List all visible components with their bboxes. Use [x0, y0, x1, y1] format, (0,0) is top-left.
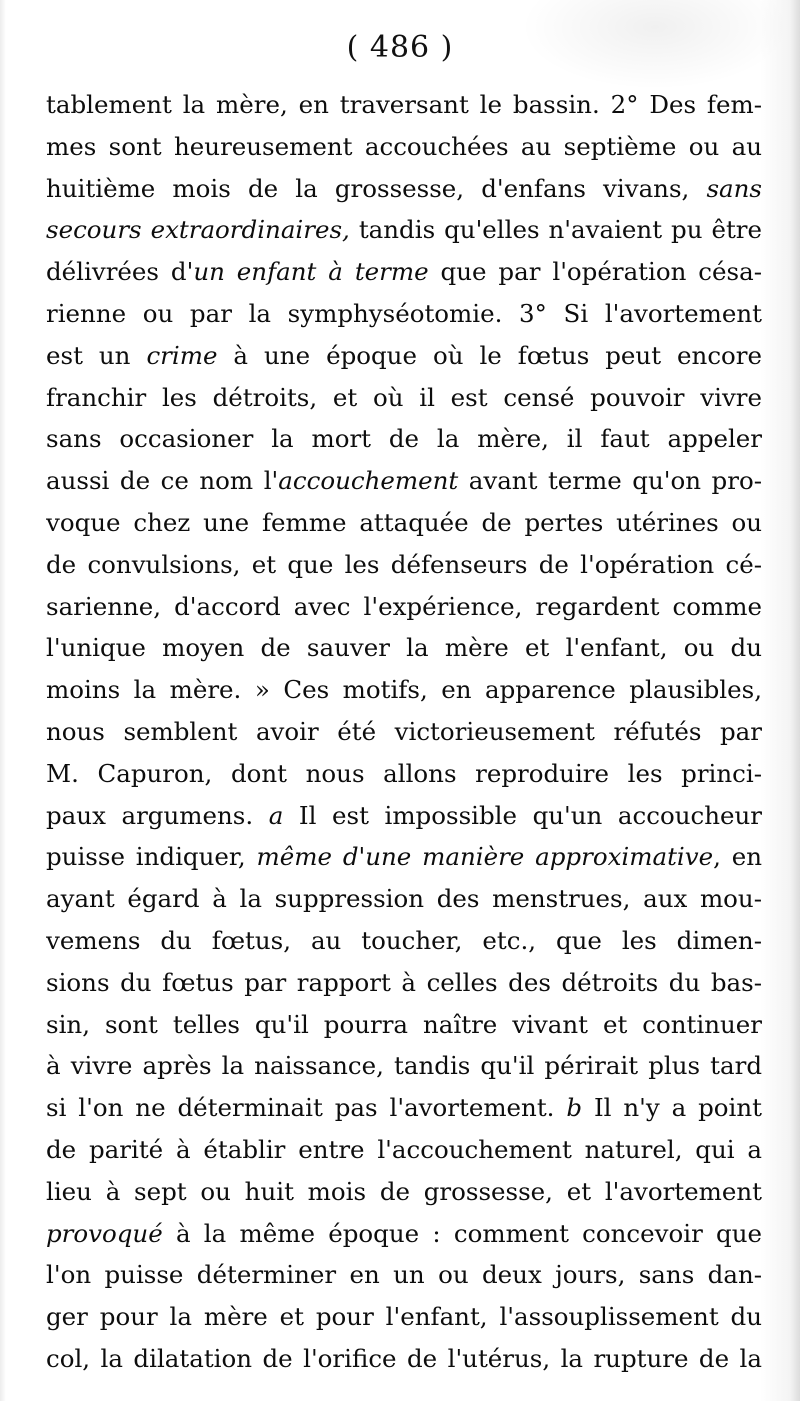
text-segment: l'unique moyen de sauver la mère et l'enfant, ou du [46, 633, 762, 663]
text-line [46, 753, 762, 795]
text-segment: col, la dilatation de l'orifice de l'utérus, la rupture de la [46, 1343, 762, 1373]
text-segment: ayant égard à la suppression des menstrues, aux mou- [46, 884, 762, 914]
text-line [46, 1087, 762, 1129]
text-segment: à vivre après la naissance, tandis qu'il périrait plus tard [46, 1051, 762, 1081]
text-segment: l'on puisse déterminer en un ou deux jours, sans dan- [46, 1260, 762, 1290]
text-segment: lieu à sept ou huit mois de grossesse, et l'avortement [46, 1176, 762, 1206]
text-line [46, 335, 762, 377]
text-segment: est un [46, 340, 147, 370]
italic-text: b [566, 1093, 583, 1123]
text-segment: voque chez une femme attaquée de pertes utérines ou [46, 507, 762, 537]
text-segment: que par l'opération césa- [428, 257, 762, 287]
text-segment: huitième mois de la grossesse, d'enfans vivans, [46, 173, 707, 203]
text-line [46, 1254, 762, 1296]
text-line [46, 84, 762, 126]
text-line [46, 795, 762, 837]
text-line [46, 711, 762, 753]
text-line [46, 878, 762, 920]
text-line [46, 1045, 762, 1087]
text-line [46, 293, 762, 335]
italic-text: même d'une manière approximative [256, 842, 714, 872]
text-line [46, 460, 762, 502]
text-line [46, 1296, 762, 1338]
text-line [46, 377, 762, 419]
italic-text: accouchement [278, 466, 459, 496]
text-segment: nous semblent avoir été victorieusement réfutés par [46, 716, 762, 746]
text-line [46, 209, 762, 251]
text-segment: mes sont heureusement accouchées au septième ou au [46, 131, 762, 161]
italic-text: sans [706, 173, 762, 203]
text-line [46, 1338, 762, 1380]
italic-text: crime [146, 340, 218, 370]
text-line [46, 1129, 762, 1171]
text-segment: , en [713, 842, 762, 872]
text-line [46, 502, 762, 544]
text-segment: de convulsions, et que les défenseurs de l'opération cé- [46, 549, 762, 579]
italic-text: secours extraordinaires, [46, 215, 350, 245]
text-line [46, 586, 762, 628]
text-segment: tablement la mère, en traversant le bassin. 2° Des fem- [46, 90, 762, 119]
text-line [46, 669, 762, 711]
text-line [46, 962, 762, 1004]
text-segment: vemens du fœtus, au toucher, etc., que les dimen- [46, 925, 762, 955]
text-segment: M. Capuron, dont nous allons reproduire les princi- [46, 758, 762, 788]
text-segment: sin, sont telles qu'il pourra naître vivant et continuer [46, 1009, 762, 1039]
text-segment: rienne ou par la symphyséotomie. 3° Si l'avortement [46, 298, 762, 328]
text-segment: moins la mère. » Ces motifs, en apparence plausibles, [46, 675, 762, 705]
italic-text: un enfant à terme [193, 257, 429, 287]
text-segment: aussi de ce nom l' [46, 466, 279, 496]
text-line [46, 627, 762, 669]
text-line [46, 836, 762, 878]
text-line [46, 168, 762, 210]
text-segment: paux argumens. [46, 800, 269, 830]
text-segment: franchir les détroits, et où il est censé pouvoir vivre [46, 382, 762, 412]
text-segment: à la même époque : comment concevoir que [162, 1218, 762, 1248]
text-line [46, 251, 762, 293]
text-segment: à une époque où le fœtus peut encore [217, 340, 762, 370]
text-segment: Il est impossible qu'un accoucheur [283, 800, 762, 830]
italic-text: a [268, 800, 284, 830]
text-line [46, 1213, 762, 1255]
text-segment: si l'on ne déterminait pas l'avortement. [46, 1093, 567, 1123]
text-segment: sions du fœtus par rapport à celles des détroits du bas- [46, 967, 762, 997]
italic-text: provoqué [46, 1218, 163, 1248]
text-line [46, 544, 762, 586]
text-line [46, 1004, 762, 1046]
text-segment: puisse indiquer, [46, 842, 257, 872]
text-segment: de parité à établir entre l'accouchement naturel, qui a [46, 1134, 762, 1164]
body-text [46, 84, 762, 1380]
text-segment: tandis qu'elles n'avaient pu être [349, 215, 762, 245]
text-segment: sarienne, d'accord avec l'expérience, regardent comme [46, 591, 762, 621]
text-line [46, 126, 762, 168]
text-line [46, 920, 762, 962]
page-number: ( 486 ) [346, 30, 454, 65]
text-segment: ger pour la mère et pour l'enfant, l'assouplissement du [46, 1302, 762, 1332]
text-segment: délivrées d' [46, 257, 194, 287]
text-line [46, 1171, 762, 1213]
text-line [46, 418, 762, 460]
text-segment: Il n'y a point [582, 1093, 762, 1123]
text-segment: avant terme qu'on pro- [458, 466, 762, 496]
text-segment: sans occasioner la mort de la mère, il faut appeler [46, 424, 762, 454]
